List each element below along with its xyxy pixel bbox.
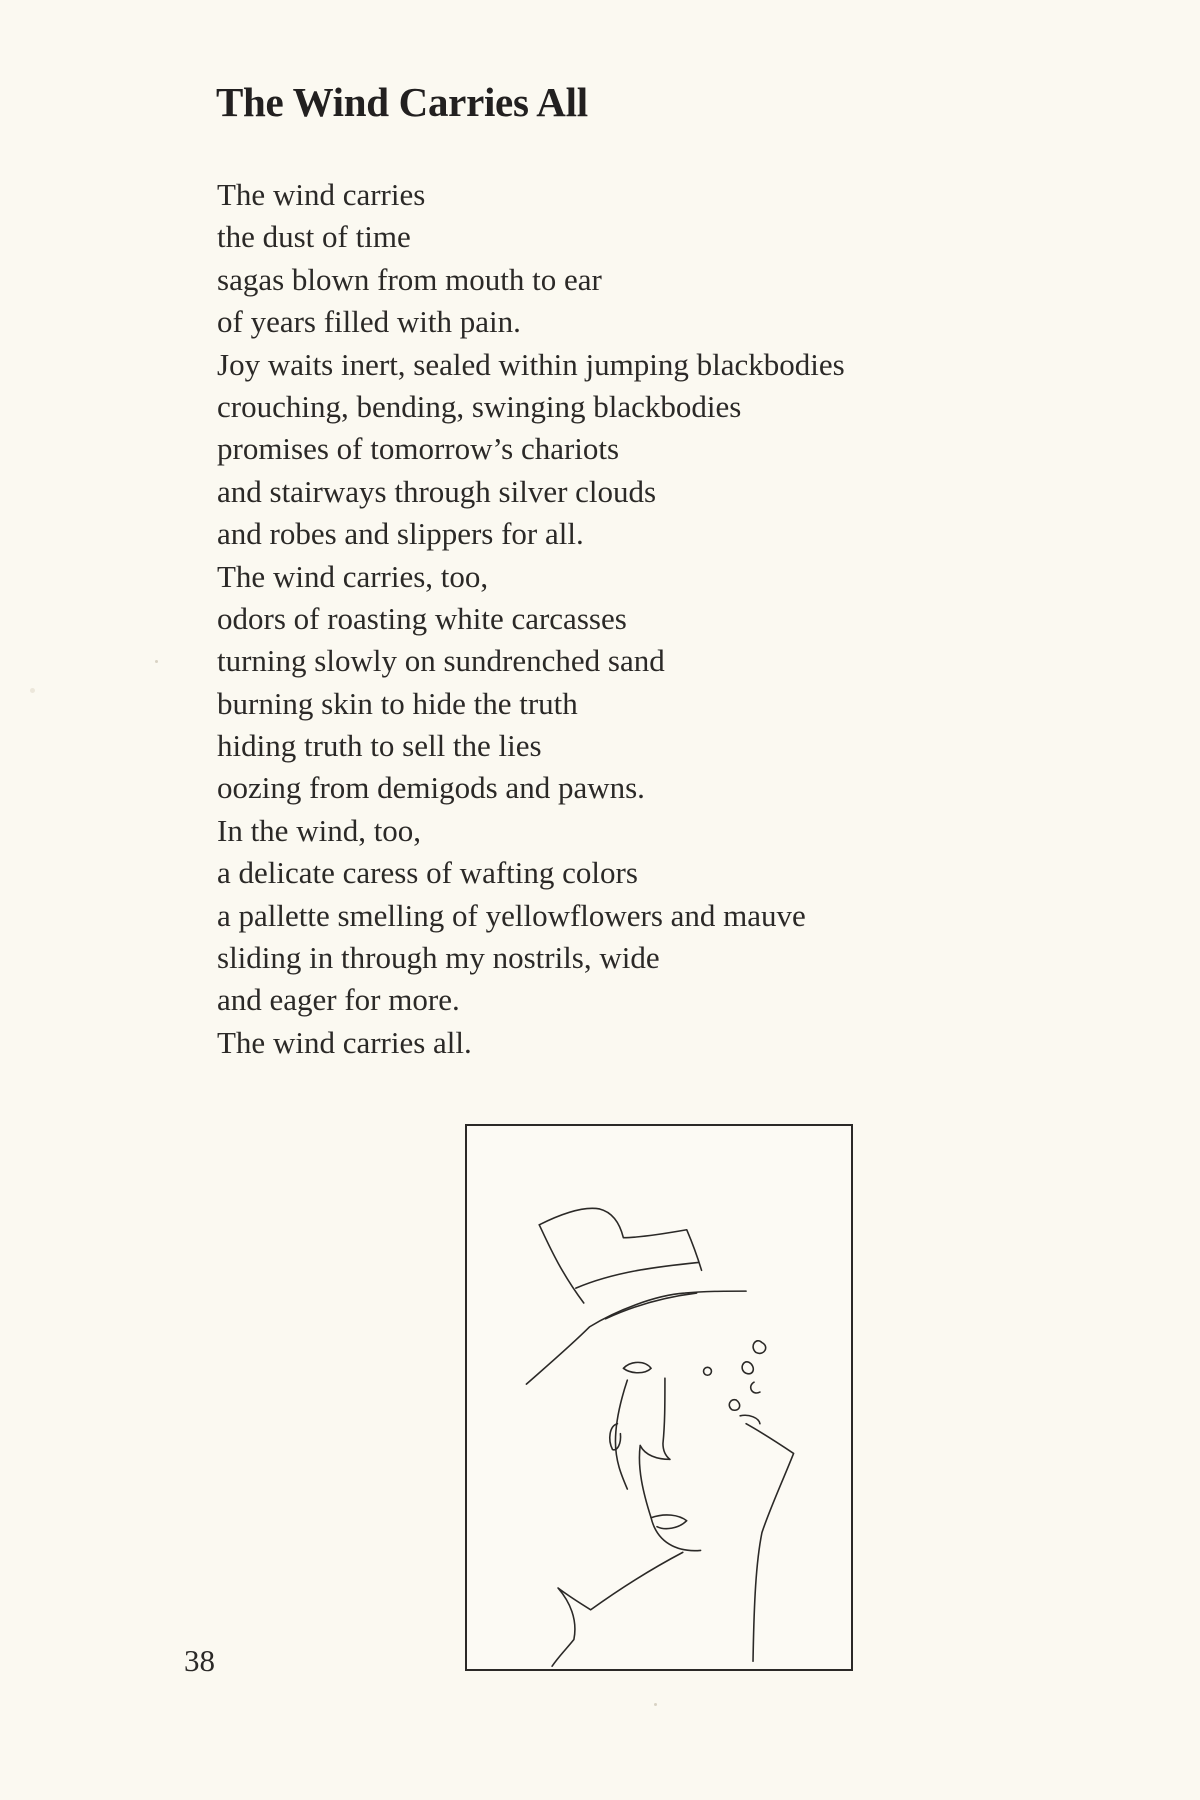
hat-crown-stroke	[539, 1208, 701, 1270]
hat-brim-underside-stroke	[606, 1293, 697, 1319]
left-eye-stroke	[623, 1362, 651, 1372]
right-eye-mark	[704, 1367, 712, 1375]
page-number: 38	[184, 1643, 215, 1678]
poem-body	[217, 174, 845, 1064]
poem-line: The wind carries all.	[217, 1024, 472, 1060]
poem-line: and eager for more.	[217, 982, 460, 1018]
paper-speck	[155, 660, 158, 663]
poem-line: The wind carries	[217, 177, 426, 212]
paper-speck	[654, 1703, 657, 1706]
paper-speck	[30, 688, 35, 693]
hatted-figure-sketch	[467, 1126, 851, 1669]
neck-back-stroke	[746, 1424, 794, 1662]
poem-line: turning slowly on sundrenched sand	[217, 643, 665, 679]
poem-line: a pallette smelling of yellowflowers and mauve	[217, 897, 806, 933]
hat-band-stroke	[576, 1262, 699, 1288]
poem-line: crouching, bending, swinging blackbodies	[217, 388, 742, 424]
poem-line: The wind carries, too,	[217, 558, 489, 594]
hat-brim-stroke	[526, 1291, 746, 1384]
poem-line: promises of tomorrow’s chariots	[217, 431, 620, 467]
mouth-stroke	[651, 1515, 687, 1529]
poem-line: of years filled with pain.	[217, 304, 521, 340]
poem-line: the dust of time	[217, 219, 411, 255]
line-drawing-illustration	[465, 1124, 853, 1671]
poem-line: hiding truth to sell the lies	[217, 728, 542, 764]
cheek-stroke	[639, 1446, 700, 1551]
face-left-stroke	[615, 1380, 627, 1489]
hair-scribble-stroke	[729, 1341, 765, 1424]
poem-line: Joy waits inert, sealed within jumping blackbodies	[217, 346, 845, 382]
poem-line: sliding in through my nostrils, wide	[217, 940, 660, 976]
poem-line: and stairways through silver clouds	[217, 473, 657, 509]
poem-line: burning skin to hide the truth	[217, 685, 578, 721]
poem-line: oozing from demigods and pawns.	[217, 770, 645, 806]
poem-title: The Wind Carries All	[216, 79, 588, 125]
hat-crown-side-stroke	[539, 1225, 584, 1303]
collar-stroke	[552, 1552, 683, 1666]
poem-line: In the wind, too,	[217, 812, 422, 848]
poem-line: odors of roasting white carcasses	[217, 600, 627, 636]
poem-line: and robes and slippers for all.	[217, 516, 584, 552]
nose-bridge-stroke	[663, 1378, 670, 1459]
poem-line: sagas blown from mouth to ear	[217, 261, 602, 297]
poem-line: a delicate caress of wafting colors	[217, 855, 638, 891]
